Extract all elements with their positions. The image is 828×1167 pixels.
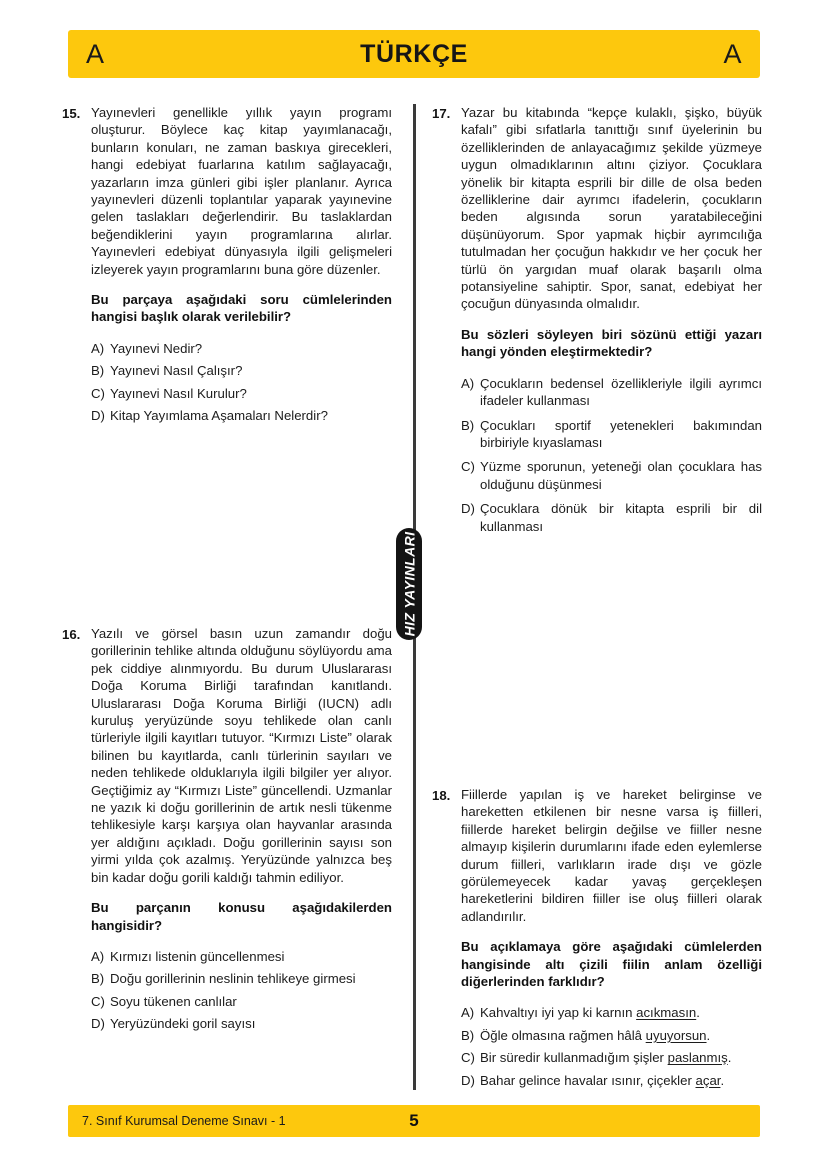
option-18-b-underlined-verb: uyuyorsun [645,1027,707,1043]
question-15-number: 15. [62,105,81,121]
question-18-passage: Fiillerde yapılan iş ve hareket belirginse ve hareketten etkilenen bir nesne varsa iş fiilleri, fiillerde hareket belirgin değilse ve fiiller nesne almayıp kişilerin durumlarını ifade eden eylemlerse durum fiilleri, varlıkların irade dışı ve gözle görülemeyecek kadar yavaş gerçekleşen hareketlerini bildiren fiiller ise oluş fiilleri olarak adlandırılır. [461,787,762,924]
option-17-d-text: Çocuklara dönük bir kitapta esprili bir dil kullanması [480,501,762,534]
publisher-logo-text: HIZ YAYINLARI [401,531,418,637]
option-18-a-text [480,1004,762,1021]
option-15-c-text: Yayınevi Nasıl Kurulur? [110,385,247,401]
option-18-c-underlined-verb: paslanmış [667,1050,728,1066]
page-footer-banner [68,1105,760,1137]
right-column-lower [432,786,762,1115]
option-18-d-letter: D) [461,1072,475,1088]
option-16-c-text: Soyu tükenen canlılar [110,993,237,1009]
option-18-b-letter: B) [461,1027,475,1043]
option-17-b-letter: B) [461,417,475,433]
header-booklet-letter-right: A [723,38,742,69]
option-16-b-text: Doğu gorillerinin neslinin tehlikeye girmesi [110,971,356,987]
option-15-b-letter: B) [91,363,105,379]
option-17-b-text: Çocukları sportif yetenekleri bakımından birbiriyle kıyaslaması [480,417,762,450]
option-17-c-letter: C) [461,459,475,475]
option-15-d-letter: D) [91,408,105,424]
option-17-b[interactable] [461,417,762,452]
header-booklet-letter-left: A [86,38,105,69]
question-18-number: 18. [432,787,451,803]
publisher-logo [396,528,422,640]
option-18-c-text-after: . [727,1050,732,1066]
question-17-prompt: Bu sözleri söyleyen biri sözünü ettiği yazarı hangi yönden eleştirmektedir? [461,326,762,360]
option-15-a-letter: A) [91,340,105,356]
page-title: TÜRKÇE [360,39,468,68]
option-17-a[interactable] [461,375,762,410]
option-17-a-text: Çocukların bedensel özellikleriyle ilgili ayrımcı ifadeler kullanması [480,375,762,409]
question-15-head [62,104,392,278]
option-15-b-text: Yayınevi Nasıl Çalışır? [110,363,243,379]
option-17-c[interactable] [461,458,762,493]
option-18-b-text [480,1027,762,1044]
question-18-prompt: Bu açıklamaya göre aşağıdaki cümlelerden hangisinde altı çizili fiilin anlam özelliği diğerlerinden farklıdır? [461,939,762,990]
question-16-options [91,948,392,1033]
option-18-b-text-after: . [706,1027,711,1043]
option-17-d-letter: D) [461,501,475,517]
question-16 [62,625,392,1033]
question-17-passage: Yazar bu kitabında “kepçe kulaklı, şişko, büyük kafalı” gibi sıfatlarla tanıttığı sınıf üyelerinin bu özelliklerinden de anlayacağımız şekilde yüzmeye uygun olmadıklarının altını çiziyor. Çocuklara yönelik bir kitapta esprili bir dille de olsa beden özelliklerine dair ayrımcı ifadelerin, çocukların beden algısında sorun yaratabileceğini düşünüyorum. Spor yapmak hiçbir ayrımcılığa tutulmadan her çocuğun hakkıdır ve her çocuk her türlü ön yargıdan muaf olarak başarılı olma potansiyeline sahiptir. Spor, sanat, edebiyat her çocuğun dünyasında olmalıdır. [461,105,762,312]
left-column [62,104,392,451]
option-18-a-text-before: Kahvaltıyı iyi yap ki karnın [480,1005,637,1021]
question-15-options [91,340,392,425]
option-16-b-letter: B) [91,971,105,987]
option-18-a[interactable] [461,1004,762,1021]
option-16-a-text: Kırmızı listenin güncellenmesi [110,948,285,964]
option-16-a[interactable] [91,948,392,965]
option-18-d-text [480,1072,762,1089]
option-17-d[interactable] [461,500,762,535]
option-17-c-text: Yüzme sporunun, yeteneği olan çocuklara has olduğunu düşünmesi [480,459,762,492]
option-16-d-letter: D) [91,1016,105,1032]
option-15-b[interactable] [91,362,392,379]
question-17-options [461,375,762,535]
page-header-banner [68,30,760,78]
option-16-d[interactable] [91,1015,392,1032]
option-18-c-letter: C) [461,1050,475,1066]
option-15-c-letter: C) [91,385,105,401]
option-18-d[interactable] [461,1072,762,1089]
option-18-b-text-before: Öğle olmasına rağmen hâlâ [480,1027,646,1043]
option-18-c[interactable] [461,1049,762,1066]
option-15-d-text: Kitap Yayımlama Aşamaları Nelerdir? [110,408,328,424]
option-16-a-letter: A) [91,948,105,964]
option-15-a-text: Yayınevi Nedir? [110,340,203,356]
question-17-number: 17. [432,105,451,121]
question-16-passage: Yazılı ve görsel basın uzun zamandır doğu gorillerinin tehlike altında olduğunu söylüyordu ama pek ciddiye alınmıyordu. Bu durum Uluslararası Doğa Koruma Birliği tarafından kanıtlandı. Uluslararası Doğa Koruma Birliği (IUCN) adlı kuruluş yeryüzünde soyu tehlikede olan canlı türleriyle ilgili kayıtları tutuyor. “Kırmızı Liste” olarak bilinen bu kayıtlarda, canlı türlerinin sayıları ve neden tehlikede olduklarıyla ilgili bilgiler yer alıyor. Geçtiğimiz ay “Kırmızı Liste” güncellendi. Uzmanlar ne yazık ki doğu gorillerinin de artık nesli tükenme tehlikesiyle karşı karşıya olan hayvanlar arasında yer aldığını açıkladı. Doğu gorillerinin sayısı son yirmi yılda çok azalmış. Yeryüzünde yalnızca beş bin kadar doğu gorili kaldığı tahmin ediliyor. [91,626,392,885]
question-18-head [432,786,762,925]
question-15 [62,104,392,425]
question-16-prompt: Bu parçanın konusu aşağıdakilerden hangisidir? [91,900,392,933]
option-18-d-text-after: . [720,1072,725,1088]
question-18-options [461,1004,762,1089]
question-17-head [432,104,762,313]
option-17-a-letter: A) [461,375,475,391]
option-16-d-text: Yeryüzündeki goril sayısı [110,1016,256,1032]
left-column-lower [62,625,392,1059]
option-15-c[interactable] [91,385,392,402]
question-17 [432,104,762,535]
option-18-a-underlined-verb: acıkmasın [636,1005,697,1021]
option-18-a-letter: A) [461,1005,475,1021]
footer-exam-label: 7. Sınıf Kurumsal Deneme Sınavı - 1 [82,1114,286,1128]
option-18-c-text [480,1049,762,1066]
option-15-a[interactable] [91,340,392,357]
question-15-passage: Yayınevleri genellikle yıllık yayın programı oluşturur. Böylece kaç kitap yayımlanacağı, bunların konuları, ne zaman baskıya girecekleri, hangi edebiyat fuarlarına katılım sağlayacağı, yazarların imza günleri gibi işler planlanır. Ayrıca yayınevleri düzenli toplantılar yaparak yayınevine gelen taslakları değerlendirir. Bu taslaklardan beğendiklerini yayın programlarına alırlar. Yayınevleri edebiyat dünyasıyla ilgili gelişmeleri izleyerek yayın programlarını buna göre düzenler. [91,105,392,277]
option-16-c[interactable] [91,993,392,1010]
option-15-d[interactable] [91,407,392,424]
option-18-c-text-before: Bir süredir kullanmadığım şişler [480,1050,668,1066]
option-18-d-text-before: Bahar gelince havalar ısınır, çiçekler [480,1072,696,1088]
option-18-b[interactable] [461,1027,762,1044]
question-18 [432,786,762,1089]
question-16-head [62,625,392,886]
right-column [432,104,762,561]
option-18-d-underlined-verb: açar [695,1072,721,1088]
option-16-b[interactable] [91,970,392,987]
question-15-prompt: Bu parçaya aşağıdaki soru cümlelerinden hangisi başlık olarak verilebilir? [91,292,392,325]
option-16-c-letter: C) [91,993,105,1009]
question-16-number: 16. [62,626,81,642]
footer-page-number: 5 [409,1111,419,1130]
option-18-a-text-after: . [696,1005,700,1021]
